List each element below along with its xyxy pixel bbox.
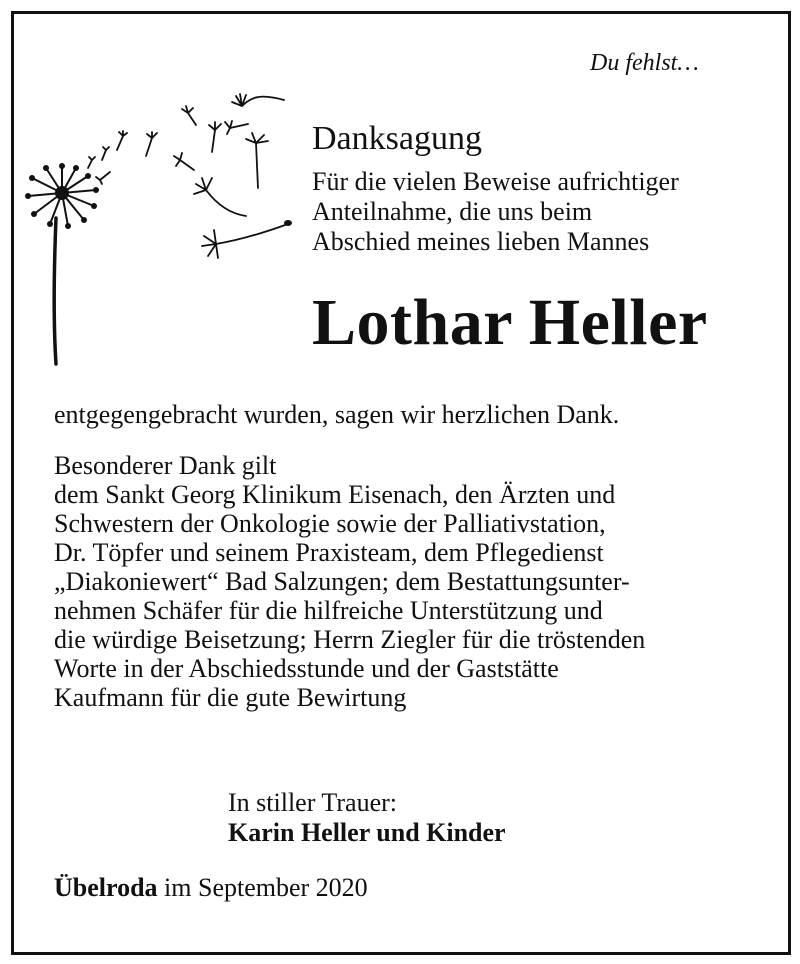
date-text: im September 2020 xyxy=(164,873,368,902)
body-line: Besonderer Dank gilt xyxy=(54,451,277,480)
thanks-line: entgegengebracht wurden, sagen wir herzlichen Dank. xyxy=(54,400,620,429)
notice-subtitle: Du fehlst… xyxy=(590,50,699,76)
signatories: Karin Heller und Kinder xyxy=(228,818,506,847)
intro-text xyxy=(312,167,679,257)
intro-line: Anteilnahme, die uns beim xyxy=(312,197,593,226)
body-line: Dr. Töpfer und seinem Praxisteam, dem Pflegedienst xyxy=(54,538,604,567)
intro-line: Für die vielen Beweise aufrichtiger xyxy=(312,167,679,196)
body-line: Schwestern der Onkologie sowie der Palliativstation, xyxy=(54,509,606,538)
intro-line: Abschied meines lieben Mannes xyxy=(312,227,650,256)
body-line: dem Sankt Georg Klinikum Eisenach, den Ärzten und xyxy=(54,480,616,509)
body-line: Kaufmann für die gute Bewirtung xyxy=(54,683,407,712)
dandelion-icon xyxy=(20,48,305,368)
place-date xyxy=(54,873,368,903)
body-line: nehmen Schäfer für die hilfreiche Unterstützung und xyxy=(54,596,603,625)
deceased-name: Lothar Heller xyxy=(312,286,708,359)
body-line: die würdige Beisetzung; Herrn Ziegler für die tröstenden xyxy=(54,625,646,654)
mourning-label: In stiller Trauer: xyxy=(228,788,397,817)
acknowledgement-text xyxy=(54,451,645,712)
mourning-block xyxy=(228,788,506,848)
place-name: Übelroda xyxy=(54,873,158,902)
notice-heading: Danksagung xyxy=(312,120,482,157)
body-line: Worte in der Abschiedsstunde und der Gaststätte xyxy=(54,654,559,683)
body-line: „Diakoniewert“ Bad Salzungen; dem Bestattungsunter- xyxy=(54,567,630,596)
